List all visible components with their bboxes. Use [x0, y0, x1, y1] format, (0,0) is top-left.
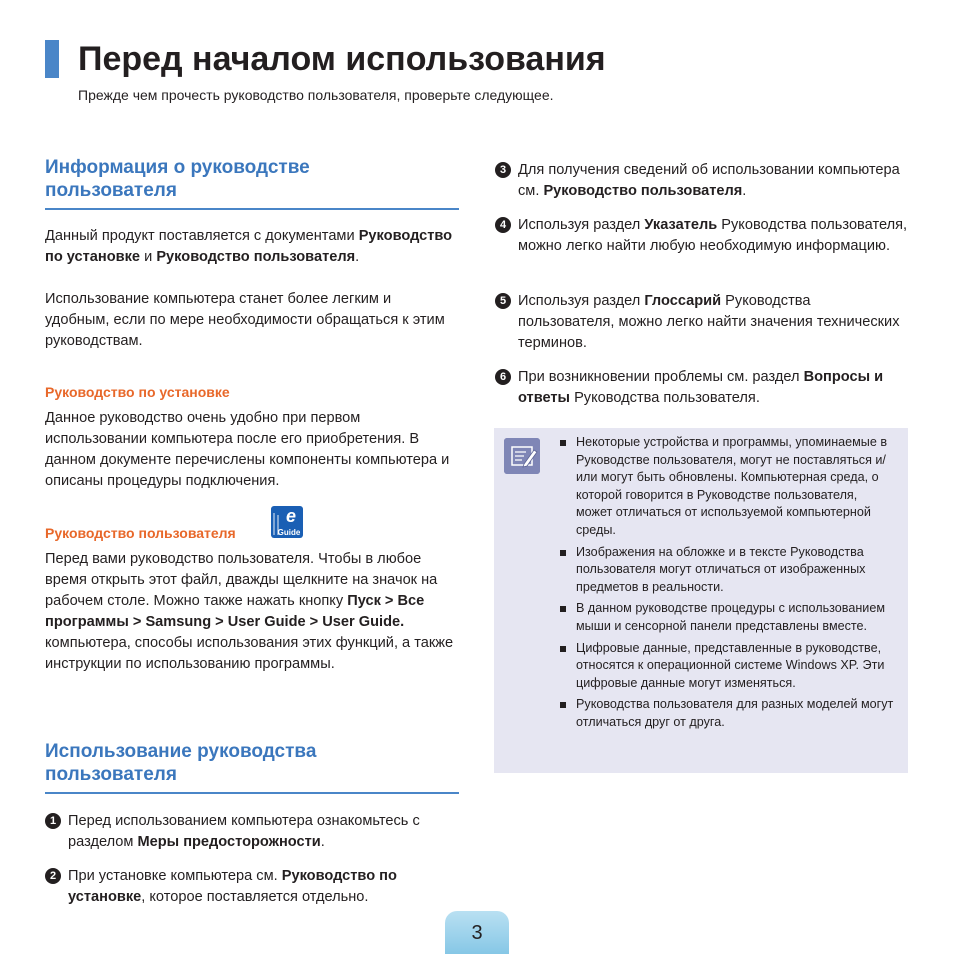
- svg-text:Guide: Guide: [277, 528, 301, 537]
- intro-paragraph: Данный продукт поставляется с документами Руководство по установке и Руководство пользователя.: [45, 228, 453, 265]
- usage-item-2: 2 При установке компьютера см. Руководство по установке, которое поставляется отдельно.: [45, 866, 460, 908]
- usage-item-5: 5 Используя раздел Глоссарий Руководства пользователя, можно легко найти значения технических терминов.: [495, 291, 910, 354]
- title-accent-bar: [45, 40, 59, 78]
- user-guide-text: Перед вами руководство пользователя. Чтобы в любое время открыть этот файл, дважды щелкните на значок на рабочем столе. Можно также нажать кнопку Пуск > Все программы > Samsung > User Guide > User Guide. компьютера, способы использования этих функций, а также инструкции по использованию программы.: [45, 551, 454, 672]
- number-badge: 4: [495, 217, 511, 233]
- page-number: 3: [471, 922, 483, 944]
- install-guide-text: Данное руководство очень удобно при первом использовании компьютера после его приобретения. В данном документе перечислены компоненты компьютера и описаны процедуры подключения.: [45, 410, 450, 489]
- section-heading-guide-usage: Использование руководства пользователя: [45, 740, 459, 794]
- install-guide-heading: Руководство по установке: [45, 384, 230, 400]
- note-item: В данном руководстве процедуры с использованием мыши и сенсорной панели представлены вместе.: [560, 600, 896, 635]
- number-badge: 6: [495, 369, 511, 385]
- page-number-tab: [445, 911, 509, 954]
- number-badge: 1: [45, 813, 61, 829]
- usage-item-4: 4 Используя раздел Указатель Руководства пользователя, можно легко найти любую необходимую информацию.: [495, 215, 910, 257]
- intro-paragraph-2: Использование компьютера станет более легким и удобным, если по мере необходимости обращаться к этим руководствам.: [45, 291, 445, 349]
- number-badge: 5: [495, 293, 511, 309]
- user-guide-heading: Руководство пользователя: [45, 525, 236, 541]
- usage-item-3: 3 Для получения сведений об использовании компьютера см. Руководство пользователя.: [495, 160, 910, 202]
- note-box: [494, 428, 908, 773]
- eguide-icon: [270, 505, 304, 539]
- note-item: Некоторые устройства и программы, упоминаемые в Руководстве пользователя, могут не поставляться и/или могут быть обновлены. Компьютерная среда, о которой говорится в Руководстве пользователя, может отличаться от используемой компьютерной среды.: [560, 434, 896, 540]
- number-badge: 3: [495, 162, 511, 178]
- page-title: Перед началом использования: [78, 40, 606, 78]
- usage-item-6: 6 При возникновении проблемы см. раздел Вопросы и ответы Руководства пользователя.: [495, 367, 910, 409]
- svg-text:e: e: [285, 506, 297, 526]
- number-badge: 2: [45, 868, 61, 884]
- section-heading-guide-info: Информация о руководстве пользователя: [45, 156, 459, 210]
- note-list: [560, 434, 896, 736]
- usage-item-1: 1 Перед использованием компьютера ознакомьтесь с разделом Меры предосторожности.: [45, 811, 460, 853]
- note-pencil-icon: [504, 438, 540, 474]
- note-item: Руководства пользователя для разных моделей могут отличаться друг от друга.: [560, 696, 896, 731]
- page-subtitle: Прежде чем прочесть руководство пользователя, проверьте следующее.: [78, 87, 554, 103]
- note-item: Изображения на обложке и в тексте Руководства пользователя могут отличаться от изображенных предметов в реальности.: [560, 544, 896, 597]
- note-item: Цифровые данные, представленные в руководстве, относятся к операционной системе Windows XP. Эти цифровые данные могут изменяться.: [560, 640, 896, 693]
